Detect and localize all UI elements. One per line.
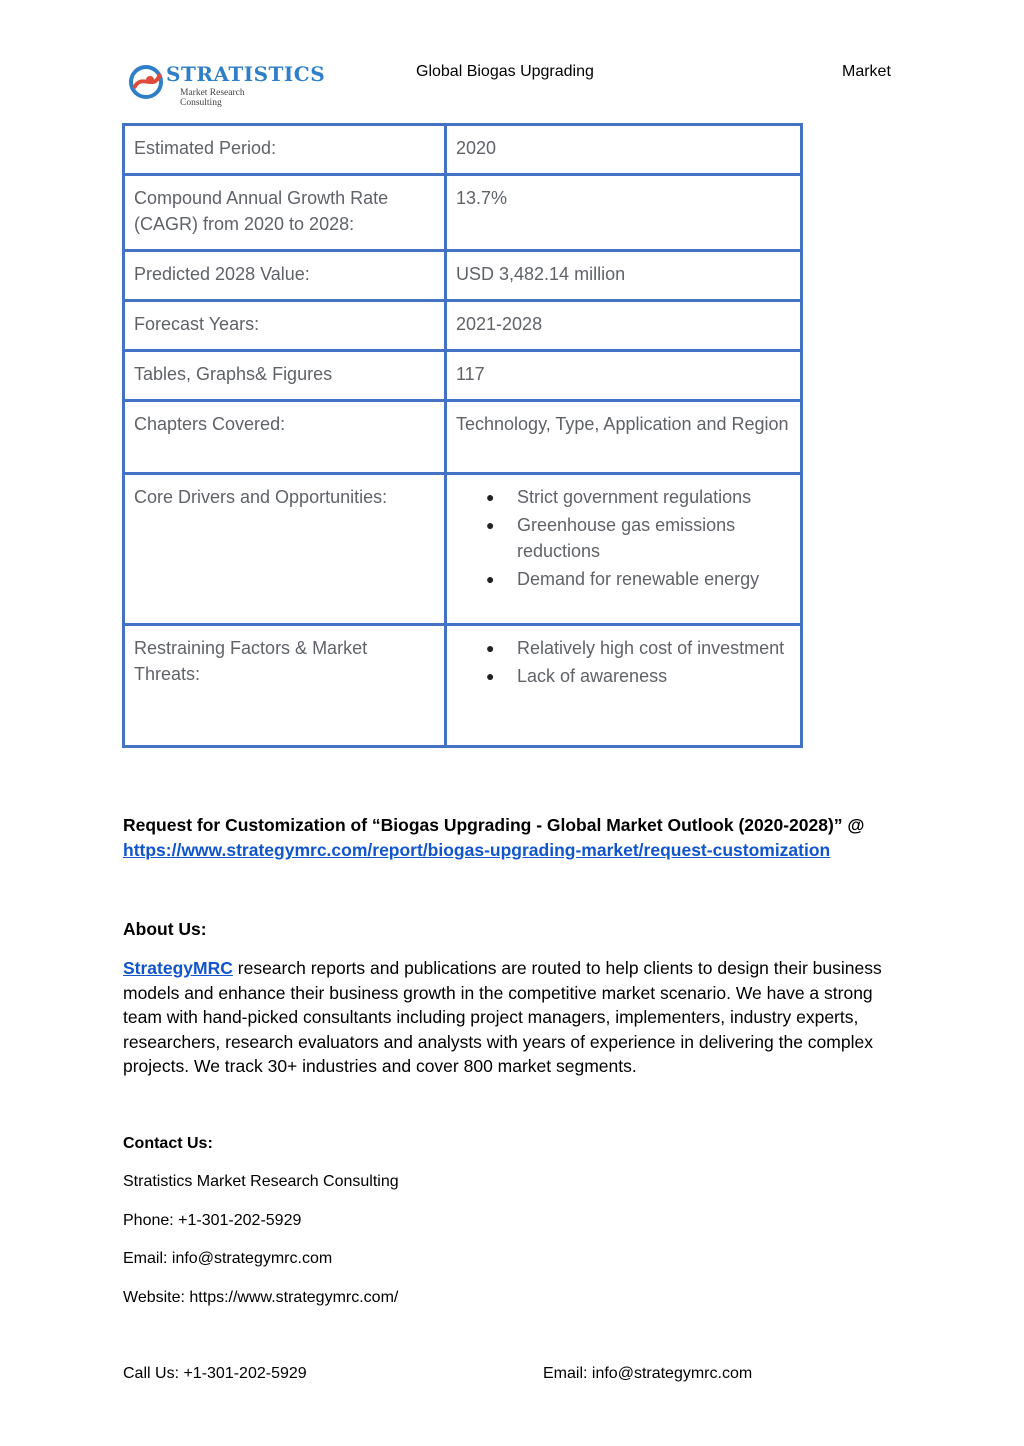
- table-row: [124, 401, 802, 474]
- row-label: Forecast Years:: [124, 301, 446, 351]
- report-summary-table: [122, 123, 803, 748]
- list-item: ● Relatively high cost of investment: [517, 635, 791, 661]
- table-row: [124, 301, 802, 351]
- table-row: [124, 175, 802, 251]
- row-value: [446, 474, 802, 625]
- list-item: ● Greenhouse gas emissions reductions: [517, 512, 791, 564]
- table-row: [124, 351, 802, 401]
- contact-phone: Phone: +1-301-202-5929: [123, 1212, 302, 1229]
- row-value: 13.7%: [446, 175, 802, 251]
- row-value: Technology, Type, Application and Region: [446, 401, 802, 474]
- contact-website: Website: https://www.strategymrc.com/: [123, 1289, 399, 1306]
- about-body: research reports and publications are routed to help clients to design their business models and enhance their business growth in the competitive market scenario. We have a strong team with hand-picked consultants including project managers, implementers, industry experts, researchers, research evaluators and analysts with years of experience in delivering the complex projects. We track 30+ industries and cover 800 market segments.: [123, 958, 882, 1076]
- row-value: 2021-2028: [446, 301, 802, 351]
- logo-subtitle: Market Research Consulting: [180, 88, 245, 108]
- contact-company: Stratistics Market Research Consulting: [123, 1173, 399, 1190]
- about-paragraph: [123, 956, 913, 1079]
- request-customization-link[interactable]: https://www.strategymrc.com/report/biogas-upgrading-market/request-customization: [123, 840, 831, 860]
- customization-request: [123, 813, 913, 863]
- table-row: [124, 125, 802, 175]
- row-label: Core Drivers and Opportunities:: [124, 474, 446, 625]
- logo-wordmark: STRATISTICS: [166, 62, 326, 86]
- contact-heading: Contact Us:: [123, 1135, 213, 1152]
- header-title-right: Market: [842, 63, 891, 80]
- row-label: Estimated Period:: [124, 125, 446, 175]
- table-row: [124, 625, 802, 747]
- contact-email: Email: info@strategymrc.com: [123, 1250, 333, 1267]
- row-value: 2020: [446, 125, 802, 175]
- row-label: Chapters Covered:: [124, 401, 446, 474]
- logo-swirl-icon: [128, 58, 168, 104]
- row-value: USD 3,482.14 million: [446, 251, 802, 301]
- threats-list: [456, 635, 791, 689]
- table-row: [124, 251, 802, 301]
- about-heading: About Us:: [123, 919, 207, 939]
- row-label: Restraining Factors & Market Threats:: [124, 625, 446, 747]
- table-row: [124, 474, 802, 625]
- list-item: ● Strict government regulations: [517, 484, 791, 510]
- strategymrc-link[interactable]: StrategyMRC: [123, 958, 233, 978]
- row-value: 117: [446, 351, 802, 401]
- row-value: [446, 625, 802, 747]
- header-title: Global Biogas Upgrading: [416, 63, 594, 80]
- footer-email: Email: info@strategymrc.com: [543, 1365, 753, 1382]
- company-logo: [128, 58, 326, 108]
- row-label: Tables, Graphs& Figures: [124, 351, 446, 401]
- drivers-list: [456, 484, 791, 592]
- row-label: Compound Annual Growth Rate (CAGR) from 2020 to 2028:: [124, 175, 446, 251]
- list-item: ● Demand for renewable energy: [517, 566, 791, 592]
- request-text: Request for Customization of “Biogas Upgrading - Global Market Outlook (2020-2028)” @: [123, 815, 865, 835]
- list-item: ● Lack of awareness: [517, 663, 791, 689]
- row-label: Predicted 2028 Value:: [124, 251, 446, 301]
- footer-call: Call Us: +1-301-202-5929: [123, 1365, 307, 1382]
